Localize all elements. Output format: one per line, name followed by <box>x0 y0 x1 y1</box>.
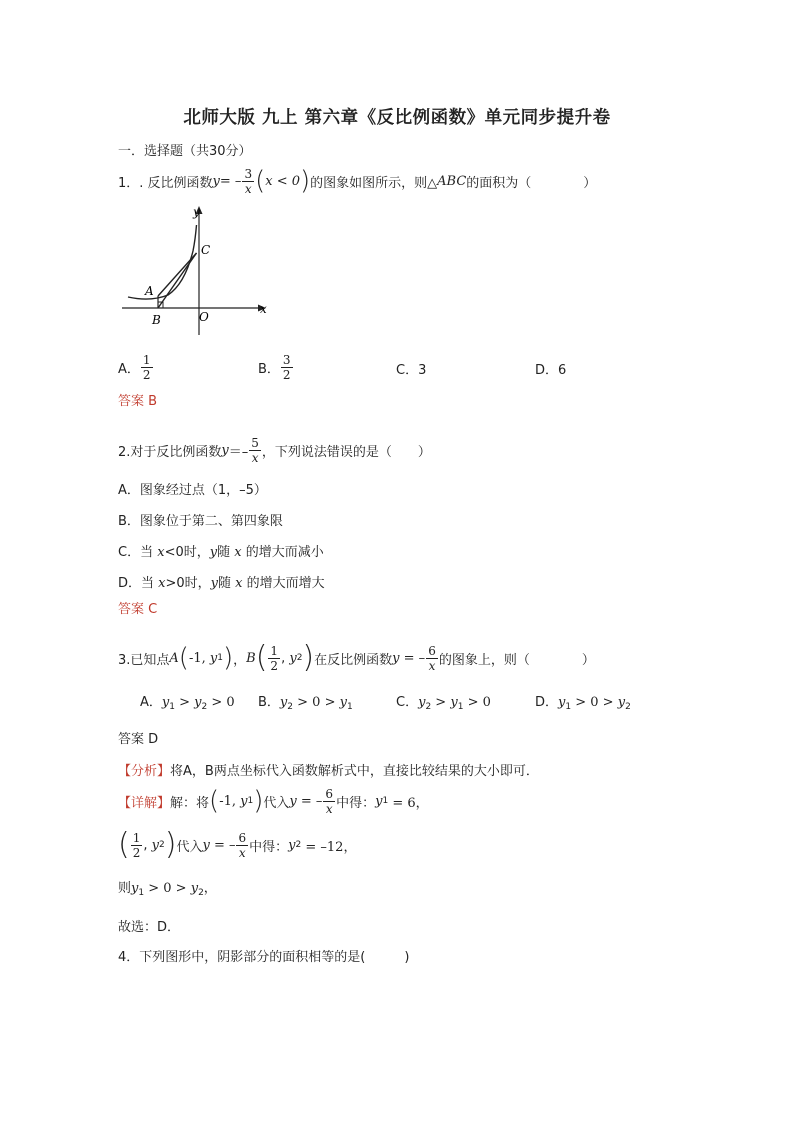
q2-option-b: B．图象位于第二、第四象限 <box>118 514 283 529</box>
q3-option-a: A．$y_1 > y_2 > 0$ <box>140 695 235 712</box>
section-heading: 一．选择题（共30分） <box>118 144 252 159</box>
q3-detail-line-1: 【详解】 解：将 ( -1, y 1 ) 代入 y = – $\frac{6}{x}$ 中得： y 1 = 6， <box>118 786 429 816</box>
q1-option-a: A． $\frac{1}{2}$ <box>118 352 151 382</box>
q1-fraction: $\frac{3}{x}$ <box>244 166 253 196</box>
page-title: 北师大版 九上 第六章《反比例函数》单元同步提升卷 <box>183 108 611 128</box>
q2-option-d: D．当 x>0时，y随 x 的增大而增大 <box>118 576 325 591</box>
q1-func-eq: = – <box>219 173 242 189</box>
q1-func-y: y <box>212 173 220 189</box>
question-4: 4．下列图形中，阴影部分的面积相等的是( ) <box>118 950 410 965</box>
q1-answer: 答案 B <box>118 394 158 409</box>
q2-option-a: A．图象经过点（1，–5） <box>118 483 267 498</box>
q3-option-c: C．$y_2 > y_1 > 0$ <box>396 695 491 712</box>
q1-condition: x < 0 <box>265 173 300 189</box>
q1-graph <box>118 203 278 343</box>
q1-graph-label-x: x <box>260 302 267 316</box>
q2-answer: 答案 C <box>118 602 158 617</box>
q1-option-d: D．6 <box>535 363 567 378</box>
q1-option-b: B． $\frac{3}{2}$ <box>258 352 291 382</box>
q1-prefix: 1．. 反比例函数 <box>118 175 213 191</box>
question-2: 2.对于反比例函数 y ＝– $\frac{5}{x}$ ，下列说法错误的是（ ） <box>118 435 431 465</box>
q1-graph-label-y: y <box>193 205 200 219</box>
q1-option-c: C．3 <box>396 363 427 378</box>
question-3: 3.已知点 A ( -1, y 1 ) ， B ( $\frac{1}{2}$ , y 2 ) 在反比例函数 y = – $\frac{6}{x}$ 的图象上，则（ ） <box>118 640 595 675</box>
q3-detail-line-2: ( $\frac{1}{2}$ , y 2 ) 代入 y = – $\frac{6}{x}$ 中得： y 2 = –12， <box>118 827 357 862</box>
q1-abc: ABC <box>437 173 467 189</box>
q1-graph-label-b: B <box>152 313 161 327</box>
detail-tag: 【详解】 <box>118 795 171 811</box>
q1-post2: 的面积为（ ） <box>466 175 597 191</box>
analysis-tag: 【分析】 <box>118 764 171 779</box>
q1-graph-label-o: O <box>199 310 209 324</box>
q1-post: 的图象如图所示，则△ <box>310 175 438 191</box>
q3-answer: 答案 D <box>118 732 159 747</box>
q1-graph-label-c: C <box>201 243 211 257</box>
q3-analysis: 【分析】将A，B两点坐标代入函数解析式中，直接比较结果的大小即可． <box>118 764 539 779</box>
question-1: 1．. 反比例函数 y = – $\frac{3}{x}$ ( x < 0 ) 的图象如图所示，则△ ABC 的面积为（ ） <box>118 166 597 196</box>
q2-option-c: C．当 x<0时，y随 x 的增大而减小 <box>118 545 324 560</box>
q3-detail-line-3: 则$y_1 > 0 > y_2$， <box>118 881 217 898</box>
q3-conclusion: 故选：D． <box>118 920 181 935</box>
q3-option-d: D．$y_1 > 0 > y_2$ <box>535 695 631 712</box>
q1-graph-label-a: A <box>145 284 154 298</box>
q3-option-b: B．$y_2 > 0 > y_1$ <box>258 695 353 712</box>
